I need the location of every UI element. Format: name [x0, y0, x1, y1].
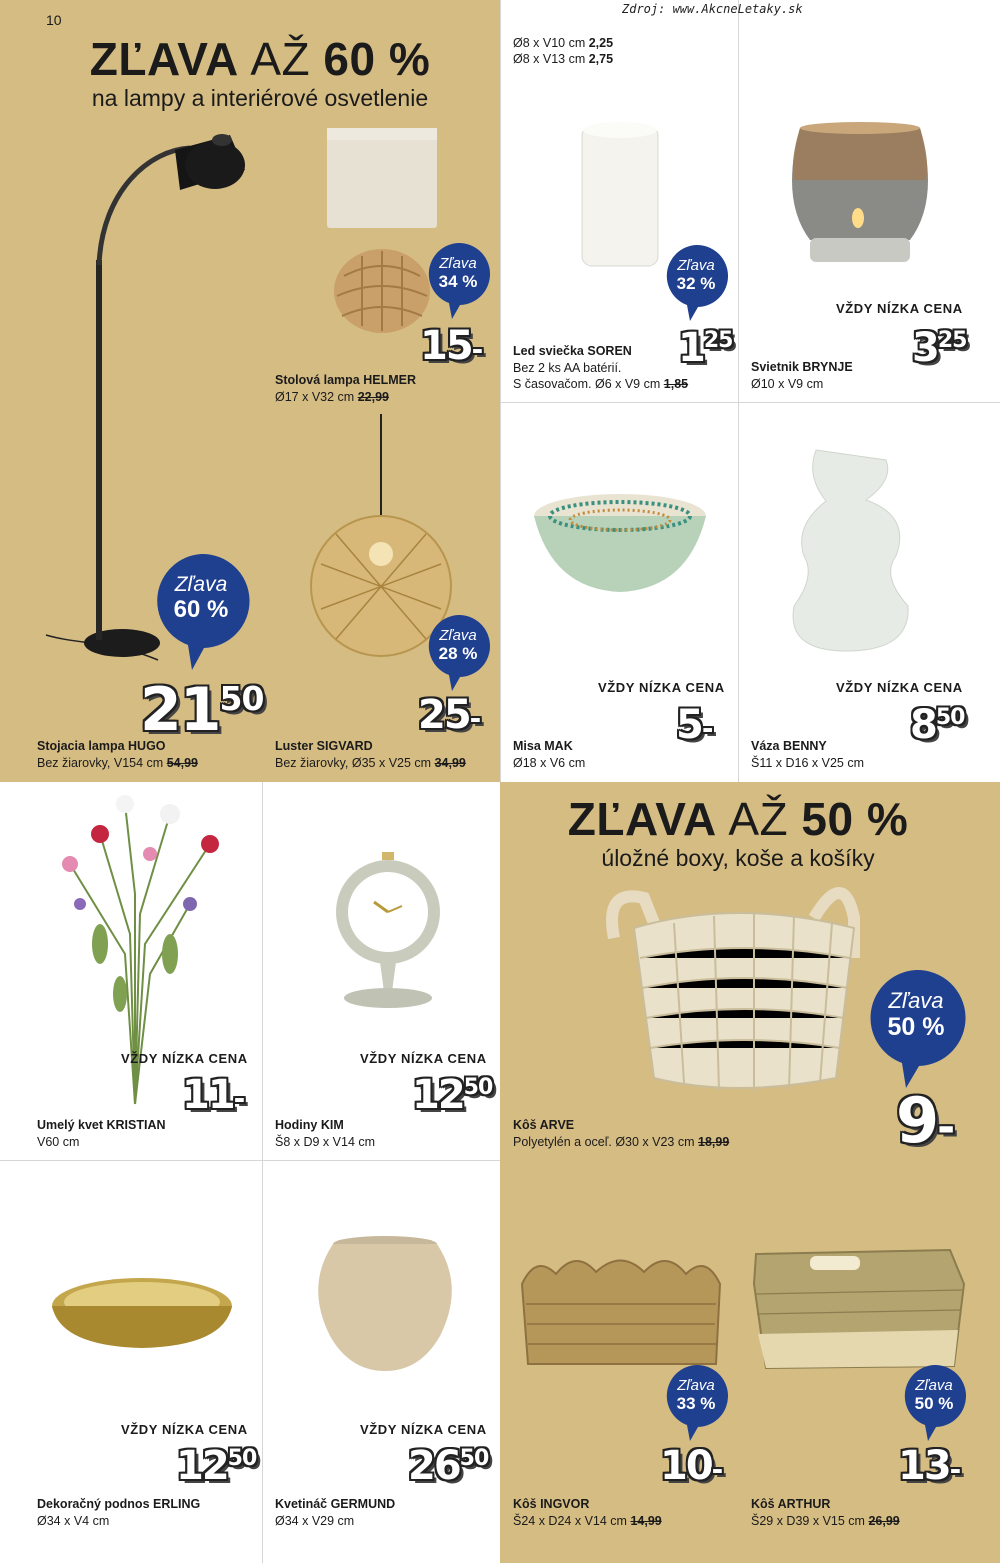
price: [898, 1443, 960, 1489]
price: [140, 675, 264, 745]
product-name: Umelý kvet KRISTIAN: [37, 1118, 166, 1132]
price-dec: 50: [219, 679, 264, 718]
desc-text: Bez žiarovky, V154 cm: [37, 756, 164, 770]
product-name: Kôš INGVOR: [513, 1497, 590, 1511]
divider: [262, 782, 263, 1563]
product-name: Hodiny KIM: [275, 1118, 344, 1132]
product-desc: Ø34 x V29 cm: [275, 1514, 355, 1528]
price: [678, 325, 733, 371]
price: [408, 1443, 489, 1489]
product-desc: [513, 1513, 662, 1529]
candle-holder-image: [780, 120, 940, 270]
price-int: 9: [896, 1084, 938, 1157]
price-dec: -: [471, 333, 482, 366]
discount-badge: [426, 614, 490, 692]
price-int: 8: [910, 702, 936, 748]
desc-text: Ø17 x V32 cm: [275, 390, 355, 404]
desc-text: Polyetylén a oceľ. Ø30 x V23 cm: [513, 1135, 695, 1149]
product-desc: Š8 x D9 x V14 cm: [275, 1135, 376, 1149]
price: [418, 692, 480, 738]
product-name: Led sviečka SOREN: [513, 344, 632, 358]
price-dec: -: [949, 1453, 960, 1486]
everyday-low-price: VŽDY NÍZKA CENA: [836, 301, 963, 316]
badge-percent: 60 %: [173, 596, 229, 623]
size-variant: [513, 51, 613, 67]
product-desc: Ø18 x V6 cm: [513, 756, 586, 770]
lamps-headline: [20, 33, 500, 111]
everyday-low-price: VŽDY NÍZKA CENA: [121, 1422, 248, 1437]
badge-percent: 50 %: [887, 1013, 945, 1041]
variant-price: 2,75: [588, 52, 614, 66]
badge-label: Zľava: [439, 627, 477, 644]
product-name: Kôš ARVE: [513, 1118, 575, 1132]
everyday-low-price: VŽDY NÍZKA CENA: [121, 1051, 248, 1066]
product-desc: Š11 x D16 x V25 cm: [751, 756, 865, 770]
price-int: 3: [912, 325, 938, 371]
price-int: 15: [420, 323, 472, 369]
woven-basket-image: [604, 868, 874, 1098]
discount-badge: [866, 968, 966, 1090]
everyday-low-price: VŽDY NÍZKA CENA: [360, 1051, 487, 1066]
product-name: Dekoračný podnos ERLING: [37, 1497, 201, 1511]
price-int: 1: [678, 325, 704, 371]
price: [182, 1072, 244, 1118]
price-int: 5: [676, 702, 702, 748]
discount-badge: [664, 244, 728, 322]
product-name: Kvetináč GERMUND: [275, 1497, 396, 1511]
pendant-lamp-image: [306, 414, 456, 644]
headline-thin: AŽ: [728, 793, 789, 845]
everyday-low-price: VŽDY NÍZKA CENA: [836, 680, 963, 695]
price: [420, 323, 482, 369]
price-dec: -: [711, 1453, 722, 1486]
old-price: 34,99: [434, 756, 466, 770]
price: [910, 702, 965, 748]
price-dec: 50: [227, 1446, 257, 1471]
discount-badge: [152, 552, 250, 672]
headline-percent: 60 %: [323, 33, 431, 85]
badge-label: Zľava: [677, 1377, 715, 1394]
variant-size: Ø8 x V13 cm: [513, 52, 586, 66]
size-variant: [513, 35, 613, 51]
headline-thin: AŽ: [250, 33, 311, 85]
product-desc: [513, 1134, 729, 1150]
product-desc: [275, 755, 466, 771]
price-int: 25: [418, 692, 470, 738]
headline-bold: ZĽAVA: [89, 33, 238, 85]
everyday-low-price: VŽDY NÍZKA CENA: [598, 680, 725, 695]
product-name: Misa MAK: [513, 739, 573, 753]
old-price: 14,99: [630, 1514, 662, 1528]
product-desc: [751, 1513, 900, 1529]
led-candle-image: [580, 120, 660, 270]
everyday-low-price: VŽDY NÍZKA CENA: [360, 1422, 487, 1437]
price-dec: 50: [935, 705, 965, 730]
price: [912, 325, 967, 371]
old-price: 26,99: [868, 1514, 900, 1528]
price-int: 13: [898, 1443, 950, 1489]
divider: [738, 0, 739, 782]
product-desc: [37, 755, 198, 771]
product-name: Kôš ARTHUR: [751, 1497, 831, 1511]
headline-subtitle: úložné boxy, koše a košíky: [601, 845, 875, 871]
discount-badge: [426, 242, 490, 320]
badge-percent: 32 %: [676, 274, 716, 293]
product-desc: [275, 389, 389, 405]
product-desc: Bez 2 ks AA batérií.: [513, 361, 622, 375]
clock-image: [328, 852, 448, 1012]
badge-percent: 28 %: [438, 644, 478, 663]
variant-price: 2,25: [588, 36, 614, 50]
product-name: Stolová lampa HELMER: [275, 373, 416, 387]
scalloped-basket-image: [516, 1244, 726, 1374]
old-price: 18,99: [698, 1135, 730, 1149]
bowl-image: [532, 494, 712, 594]
price-dec: 25: [703, 328, 733, 353]
old-price: 1,85: [663, 377, 689, 391]
price: [676, 702, 712, 748]
desc-text: Š24 x D24 x V14 cm: [513, 1514, 627, 1528]
price: [660, 1443, 722, 1489]
headline-percent: 50 %: [801, 793, 909, 845]
rectangular-basket-image: [750, 1244, 970, 1374]
price-int: 12: [412, 1072, 464, 1118]
product-name: Váza BENNY: [751, 739, 827, 753]
price-int: 10: [660, 1443, 712, 1489]
discount-badge: [902, 1364, 966, 1442]
product-desc: Ø10 x V9 cm: [751, 377, 824, 391]
badge-percent: 34 %: [438, 272, 478, 291]
storage-headline: [500, 793, 976, 871]
product-name: Stojacia lampa HUGO: [37, 739, 166, 753]
old-price: 54,99: [166, 756, 198, 770]
price-int: 12: [176, 1443, 228, 1489]
source-credit: Zdroj: www.AkcneLetaky.sk: [622, 2, 803, 16]
divider: [500, 402, 1000, 403]
badge-label: Zľava: [174, 573, 228, 596]
page-number: 10: [46, 12, 62, 28]
desc-text: Bez žiarovky, Ø35 x V25 cm: [275, 756, 432, 770]
vase-image: [786, 446, 926, 656]
discount-badge: [664, 1364, 728, 1442]
price-int: 26: [408, 1443, 460, 1489]
product-desc: V60 cm: [37, 1135, 80, 1149]
divider: [500, 0, 501, 782]
badge-label: Zľava: [677, 257, 715, 274]
headline-subtitle: na lampy a interiérové osvetlenie: [91, 85, 429, 111]
price-dec: -: [701, 712, 712, 745]
product-desc: [513, 376, 688, 392]
badge-label: Zľava: [915, 1377, 953, 1394]
old-price: 22,99: [357, 390, 389, 404]
price: [896, 1084, 954, 1157]
price-int: 21: [140, 675, 220, 745]
price-dec: 50: [459, 1446, 489, 1471]
price-dec: 50: [463, 1075, 493, 1100]
price-int: 11: [182, 1072, 234, 1118]
price: [412, 1072, 493, 1118]
product-desc: Ø34 x V4 cm: [37, 1514, 110, 1528]
decorative-tray-image: [50, 1276, 240, 1356]
headline-bold: ZĽAVA: [567, 793, 716, 845]
badge-label: Zľava: [439, 255, 477, 272]
product-name: Svietnik BRYNJE: [751, 360, 853, 374]
product-name: Luster SIGVARD: [275, 739, 373, 753]
badge-percent: 33 %: [676, 1394, 716, 1413]
price-dec: -: [469, 702, 480, 735]
price-dec: 25: [937, 328, 967, 353]
badge-percent: 50 %: [914, 1394, 954, 1413]
price: [176, 1443, 257, 1489]
desc-text: Š29 x D39 x V15 cm: [751, 1514, 865, 1528]
variant-size: Ø8 x V10 cm: [513, 36, 586, 50]
desc-text: S časovačom. Ø6 x V9 cm: [513, 377, 661, 391]
divider: [0, 1160, 500, 1161]
price-dec: -: [233, 1082, 244, 1115]
badge-label: Zľava: [888, 988, 944, 1013]
price-dec: -: [937, 1103, 954, 1153]
flower-pot-image: [310, 1236, 460, 1376]
